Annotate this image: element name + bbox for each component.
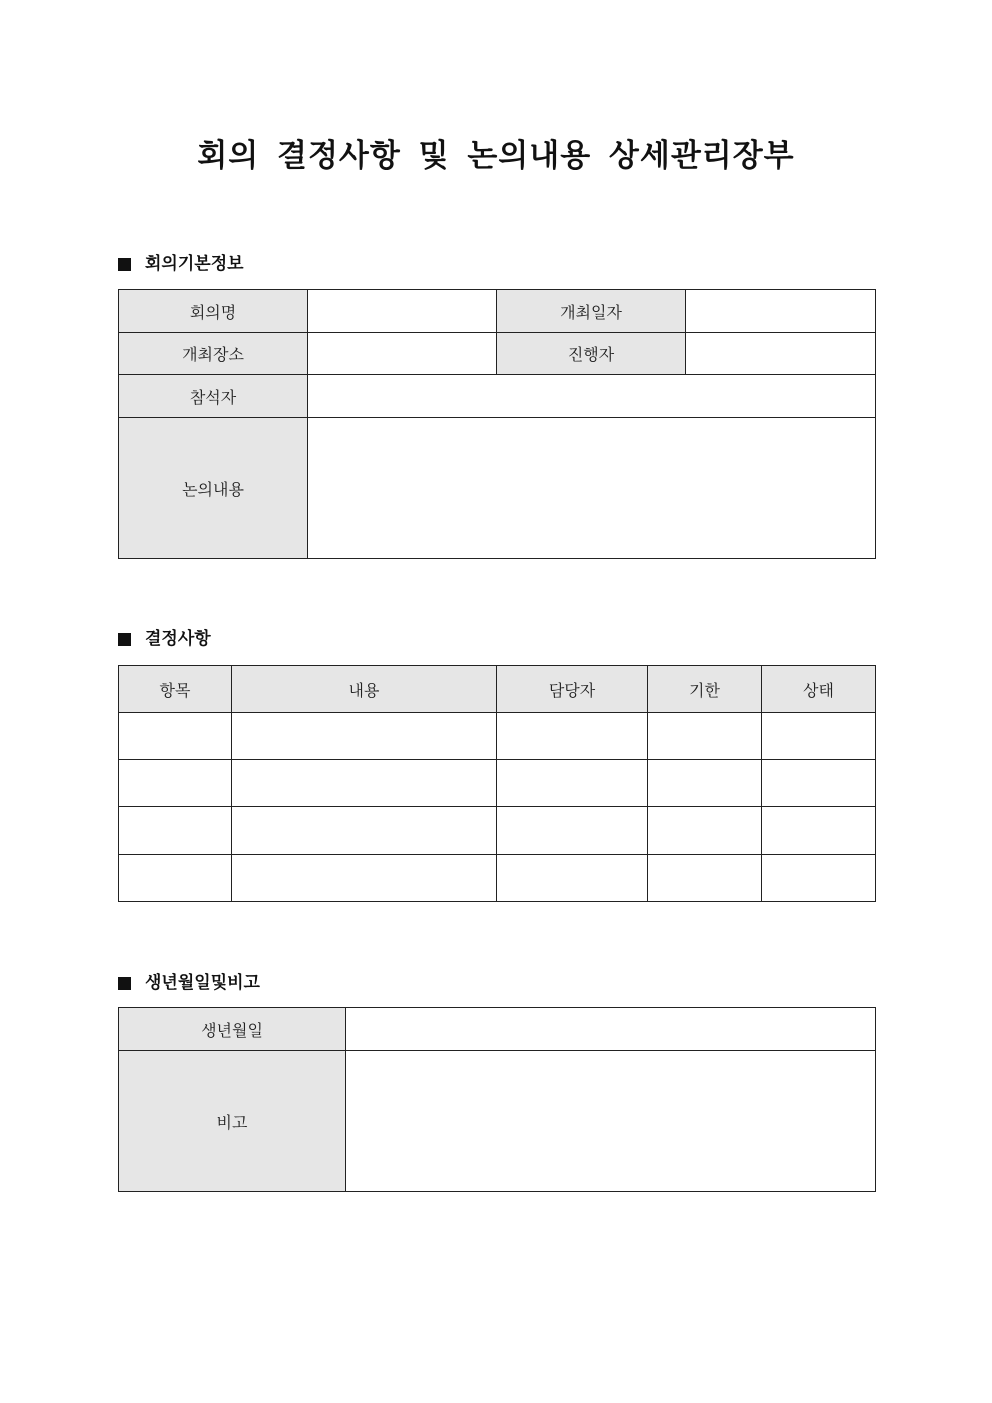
deadline-cell[interactable] xyxy=(648,807,762,855)
owner-cell[interactable] xyxy=(497,713,648,760)
column-header-owner: 담당자 xyxy=(497,666,648,713)
square-bullet-icon xyxy=(118,258,131,271)
host-label: 진행자 xyxy=(497,333,686,375)
deadline-cell[interactable] xyxy=(648,760,762,807)
table-row xyxy=(119,713,876,760)
deadline-cell[interactable] xyxy=(648,855,762,902)
item-cell[interactable] xyxy=(119,855,232,902)
item-cell[interactable] xyxy=(119,807,232,855)
item-cell[interactable] xyxy=(119,760,232,807)
page-title: 회의 결정사항 및 논의내용 상세관리장부 xyxy=(197,138,795,174)
content-cell[interactable] xyxy=(232,713,497,760)
section-heading-label: 회의기본정보 xyxy=(145,254,244,274)
host-field[interactable] xyxy=(686,333,876,375)
birthdate-field[interactable] xyxy=(346,1008,876,1051)
remarks-label: 비고 xyxy=(119,1051,346,1192)
content-cell[interactable] xyxy=(232,807,497,855)
section-heading-label: 결정사항 xyxy=(145,629,211,649)
section-heading-basic-info xyxy=(118,252,244,276)
meeting-name-label: 회의명 xyxy=(119,290,308,333)
decisions-table xyxy=(118,665,876,902)
table-row xyxy=(119,855,876,902)
section-heading-birthdate-remarks xyxy=(118,971,260,995)
basic-info-table xyxy=(118,289,876,559)
column-header-item: 항목 xyxy=(119,666,232,713)
table-row xyxy=(119,333,876,375)
column-header-status: 상태 xyxy=(762,666,876,713)
table-row xyxy=(119,1008,876,1051)
column-header-deadline: 기한 xyxy=(648,666,762,713)
remarks-field[interactable] xyxy=(346,1051,876,1192)
section-heading-decisions xyxy=(118,627,211,651)
table-row xyxy=(119,418,876,559)
table-row xyxy=(119,1051,876,1192)
square-bullet-icon xyxy=(118,977,131,990)
attendees-label: 참석자 xyxy=(119,375,308,418)
meeting-name-field[interactable] xyxy=(308,290,497,333)
discussion-label: 논의내용 xyxy=(119,418,308,559)
table-row xyxy=(119,760,876,807)
item-cell[interactable] xyxy=(119,713,232,760)
content-cell[interactable] xyxy=(232,760,497,807)
table-row xyxy=(119,375,876,418)
square-bullet-icon xyxy=(118,633,131,646)
section-heading-label: 생년월일및비고 xyxy=(145,973,260,993)
owner-cell[interactable] xyxy=(497,807,648,855)
owner-cell[interactable] xyxy=(497,855,648,902)
table-row xyxy=(119,290,876,333)
status-cell[interactable] xyxy=(762,807,876,855)
date-label: 개최일자 xyxy=(497,290,686,333)
discussion-field[interactable] xyxy=(308,418,876,559)
status-cell[interactable] xyxy=(762,760,876,807)
status-cell[interactable] xyxy=(762,855,876,902)
table-row xyxy=(119,807,876,855)
status-cell[interactable] xyxy=(762,713,876,760)
attendees-field[interactable] xyxy=(308,375,876,418)
table-header-row xyxy=(119,666,876,713)
column-header-content: 내용 xyxy=(232,666,497,713)
birthdate-remarks-table xyxy=(118,1007,876,1192)
content-cell[interactable] xyxy=(232,855,497,902)
birthdate-label: 생년월일 xyxy=(119,1008,346,1051)
deadline-cell[interactable] xyxy=(648,713,762,760)
place-field[interactable] xyxy=(308,333,497,375)
owner-cell[interactable] xyxy=(497,760,648,807)
date-field[interactable] xyxy=(686,290,876,333)
place-label: 개최장소 xyxy=(119,333,308,375)
